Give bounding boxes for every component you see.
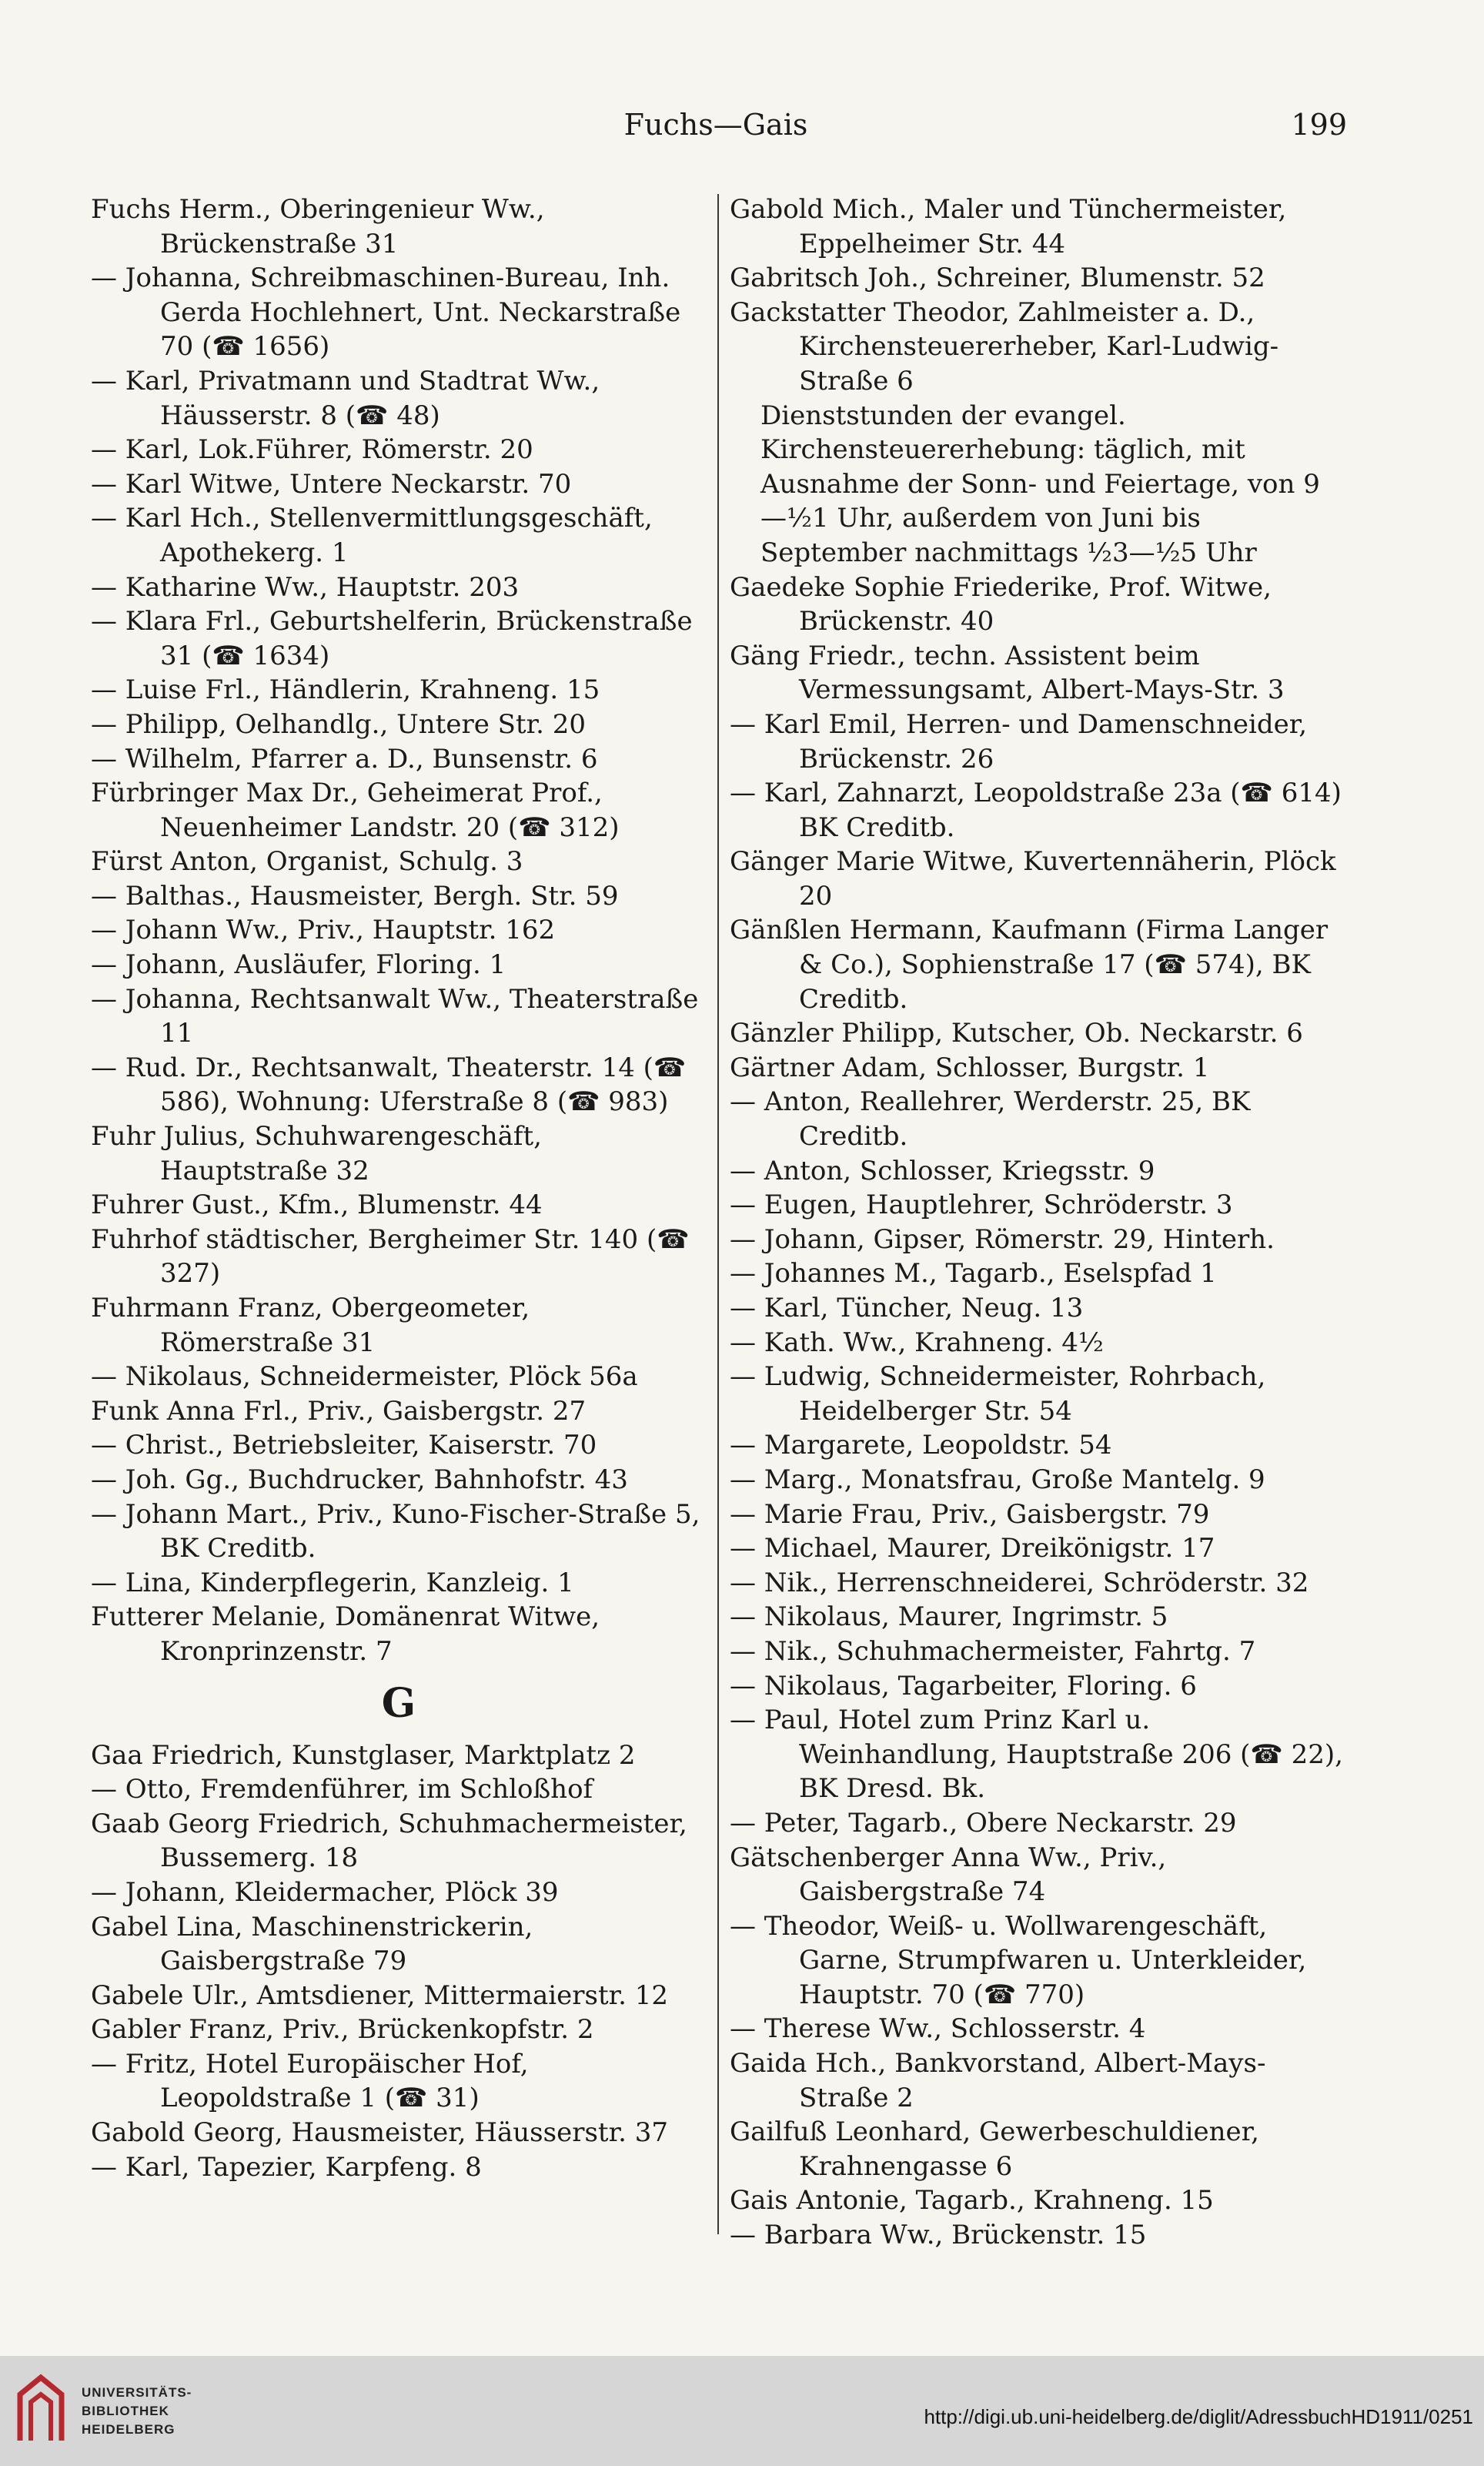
directory-entry: — Otto, Fremdenführer, im Schloßhof [91,1774,593,1805]
directory-entry: — Anton, Reallehrer, Werderstr. 25, BK Creditb. [730,1086,1251,1153]
directory-entry: Gailfuß Leonhard, Gewerbeschuldiener, Krahnengasse 6 [730,2116,1259,2182]
directory-entry: Gänßlen Hermann, Kaufmann (Firma Langer & Co.), Sophienstraße 17 (☎ 574), BK Creditb. [730,915,1329,1015]
directory-entry: — Johanna, Rechtsanwalt Ww., Theaterstraße 11 [91,983,699,1049]
directory-entry: — Peter, Tagarb., Obere Neckarstr. 29 [730,1807,1237,1839]
library-logo[interactable] [14,2371,199,2448]
directory-entry: — Nik., Herrenschneiderei, Schröderstr. 32 [730,1567,1309,1598]
directory-entry: — Therese Ww., Schlosserstr. 4 [730,2013,1146,2045]
directory-entry: Gabel Lina, Maschinenstrickerin, Gaisbergstraße 79 [91,1911,533,1977]
directory-entry: Gaa Friedrich, Kunstglaser, Marktplatz 2 [91,1739,636,1771]
directory-entry: — Marg., Monatsfrau, Große Mantelg. 9 [730,1464,1265,1495]
directory-entry: — Kath. Ww., Krahneng. 4½ [730,1327,1104,1358]
directory-entry: — Karl, Lok.Führer, Römerstr. 20 [91,434,533,466]
directory-entry: Gackstatter Theodor, Zahlmeister a. D., Kirchensteuererheber, Karl-Ludwig-Straße 6 [730,296,1279,397]
directory-entry: — Johann Ww., Priv., Hauptstr. 162 [91,915,556,946]
directory-entry: Fuhrhof städtischer, Bergheimer Str. 140 (☎ 327) [91,1223,690,1290]
right-column [730,192,1345,2253]
directory-entry: Gabold Georg, Hausmeister, Häusserstr. 37 [91,2117,668,2149]
directory-entry: — Joh. Gg., Buchdrucker, Bahnhofstr. 43 [91,1464,628,1495]
directory-entry: — Katharine Ww., Hauptstr. 203 [91,571,520,603]
running-title: Fuchs—Gais [623,108,808,142]
directory-entry: — Karl, Privatmann und Stadtrat Ww., Häusserstr. 8 (☎ 48) [91,365,600,431]
directory-entry: Fuhrer Gust., Kfm., Blumenstr. 44 [91,1190,543,1221]
directory-entry: Gätschenberger Anna Ww., Priv., Gaisbergstraße 74 [730,1842,1167,1908]
directory-entry: Gabritsch Joh., Schreiner, Blumenstr. 52 [730,263,1265,294]
directory-entry: — Karl, Tapezier, Karpfeng. 8 [91,2151,482,2183]
directory-entry: — Theodor, Weiß- u. Wollwarengeschäft, Garne, Strumpfwaren u. Unterkleider, Hauptstr. 70 (☎ 770) [730,1910,1307,2010]
directory-entry: — Klara Frl., Geburtshelferin, Brückenstraße 31 (☎ 1634) [91,606,693,671]
directory-entry: — Johann, Ausläufer, Floring. 1 [91,949,506,981]
directory-entry: — Wilhelm, Pfarrer a. D., Bunsenstr. 6 [91,743,598,775]
directory-entry: — Rud. Dr., Rechtsanwalt, Theaterstr. 14 (☎ 586), Wohnung: Uferstraße 8 (☎ 983) [91,1052,687,1118]
logo-line-2: BIBLIOTHEK [82,2404,169,2418]
directory-entry: Fuhrmann Franz, Obergeometer, Römerstraße 31 [91,1293,530,1358]
directory-entry: Funk Anna Frl., Priv., Gaisbergstr. 27 [91,1395,587,1427]
directory-entry: — Christ., Betriebsleiter, Kaiserstr. 70 [91,1430,597,1461]
logo-line-1: UNIVERSITÄTS- [82,2385,192,2400]
directory-entry: Fürst Anton, Organist, Schulg. 3 [91,846,523,878]
directory-entry: Gänzler Philipp, Kutscher, Ob. Neckarstr. 6 [730,1018,1303,1049]
page-number: 199 [1291,108,1347,142]
directory-entry: Gabold Mich., Maler und Tünchermeister, Eppelheimer Str. 44 [730,194,1287,259]
directory-entry: — Michael, Maurer, Dreikönigstr. 17 [730,1533,1215,1564]
directory-entry: — Ludwig, Schneidermeister, Rohrbach, Heidelberger Str. 54 [730,1361,1266,1427]
directory-entry: — Anton, Schlosser, Kriegsstr. 9 [730,1155,1155,1186]
directory-entry: Futterer Melanie, Domänenrat Witwe, Kronprinzenstr. 7 [91,1601,600,1667]
directory-entry: — Karl, Tüncher, Neug. 13 [730,1293,1084,1323]
directory-entry: Gabler Franz, Priv., Brückenkopfstr. 2 [91,2014,594,2046]
directory-entry: Gais Antonie, Tagarb., Krahneng. 15 [730,2185,1214,2217]
directory-entry: — Johann, Kleidermacher, Plöck 39 [91,1876,559,1908]
document-url-link[interactable]: http://digi.ub.uni-heidelberg.de/diglit/AdressbuchHD1911/0251 [924,2405,1473,2428]
directory-entry: — Luise Frl., Händlerin, Krahneng. 15 [91,674,600,706]
directory-entry: — Karl, Zahnarzt, Leopoldstraße 23a (☎ 614) BK Creditb. [730,778,1342,843]
directory-entry: — Nikolaus, Tagarbeiter, Floring. 6 [730,1670,1197,1701]
directory-entry: — Paul, Hotel zum Prinz Karl u. Weinhandlung, Hauptstraße 206 (☎ 22), BK Dresd. Bk. [730,1705,1343,1805]
directory-entry: — Margarete, Leopoldstr. 54 [730,1430,1112,1461]
directory-entry: Gärtner Adam, Schlosser, Burgstr. 1 [730,1052,1210,1083]
directory-entry: — Balthas., Hausmeister, Bergh. Str. 59 [91,880,619,912]
directory-entry: Gänger Marie Witwe, Kuvertennäherin, Plöck 20 [730,846,1336,912]
directory-entry: Fuhr Julius, Schuhwarengeschäft, Hauptstraße 32 [91,1121,542,1186]
directory-entry: — Johann, Gipser, Römerstr. 29, Hinterh. [730,1223,1275,1255]
logo-line-3: HEIDELBERG [82,2422,175,2437]
directory-entry: Gäng Friedr., techn. Assistent beim Vermessungsamt, Albert-Mays-Str. 3 [730,640,1285,706]
section-letter-heading: G [381,1679,416,1727]
page-header [85,108,1347,154]
directory-entry: — Johanna, Schreibmaschinen-Bureau, Inh. Gerda Hochlehnert, Unt. Neckarstraße 70 (☎ 1656) [91,263,681,363]
directory-entry: — Lina, Kinderpflegerin, Kanzleig. 1 [91,1567,574,1598]
viewer-footer [0,2356,1484,2466]
directory-entry: Gaab Georg Friedrich, Schuhmachermeister, Bussemerg. 18 [91,1808,687,1874]
directory-entry: — Nikolaus, Schneidermeister, Plöck 56a [91,1361,638,1393]
directory-entry: — Nikolaus, Maurer, Ingrimstr. 5 [730,1601,1168,1633]
library-logo-icon [14,2371,68,2445]
directory-entry: — Nik., Schuhmachermeister, Fahrtg. 7 [730,1635,1256,1667]
directory-entry: — Karl Hch., Stellenvermittlungsgeschäft, Apothekerg. 1 [91,503,653,568]
directory-entry: Fuchs Herm., Oberingenieur Ww., Brückenstraße 31 [91,194,545,259]
directory-entry: — Eugen, Hauptlehrer, Schröderstr. 3 [730,1190,1233,1221]
directory-entry: Gaida Hch., Bankvorstand, Albert-Mays-Straße 2 [730,2048,1266,2113]
notice-text: Dienststunden der evangel. Kirchensteuererhebung: täglich, mit Ausnahme der Sonn- und Feiertage, von 9—½1 Uhr, außerdem von Juni bis September nachmittags ½3—½5 Uhr [760,400,1320,568]
directory-entry: — Johannes M., Tagarb., Eselspfad 1 [730,1258,1217,1290]
directory-entry: — Johann Mart., Priv., Kuno-Fischer-Straße 5, BK Creditb. [91,1498,700,1564]
directory-entry: Gaedeke Sophie Friederike, Prof. Witwe, Brückenstr. 40 [730,571,1272,637]
directory-entry: — Karl Witwe, Untere Neckarstr. 70 [91,468,572,500]
directory-entry: — Karl Emil, Herren- und Damenschneider, Brückenstr. 26 [730,708,1308,775]
directory-entry: — Philipp, Oelhandlg., Untere Str. 20 [91,708,586,740]
directory-entry: Fürbringer Max Dr., Geheimerat Prof., Neuenheimer Landstr. 20 (☎ 312) [91,778,620,843]
directory-entry: Gabele Ulr., Amtsdiener, Mittermaierstr. 12 [91,1979,669,2011]
directory-entry: — Fritz, Hotel Europäischer Hof, Leopoldstraße 1 (☎ 31) [91,2048,529,2114]
directory-entry: — Marie Frau, Priv., Gaisbergstr. 79 [730,1498,1210,1530]
column-divider [717,194,719,2234]
left-column [91,192,707,2184]
directory-entry: — Barbara Ww., Brückenstr. 15 [730,2220,1147,2251]
